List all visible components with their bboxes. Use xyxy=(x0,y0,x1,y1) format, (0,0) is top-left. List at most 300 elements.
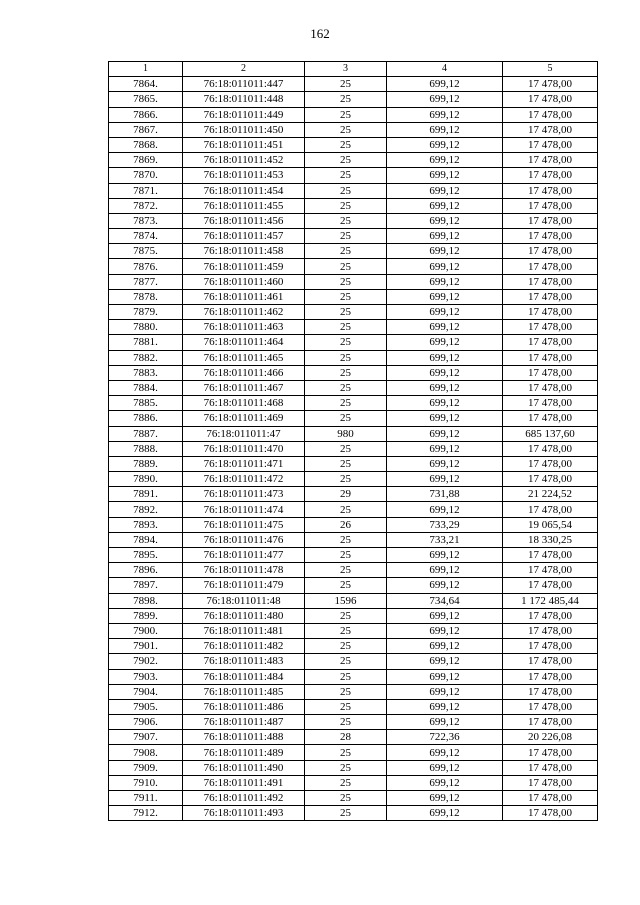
row-number-cell: 7903. xyxy=(109,669,183,684)
cadastral-number-cell: 76:18:011011:458 xyxy=(183,244,305,259)
table-row xyxy=(109,715,598,730)
header-row xyxy=(109,62,598,77)
area-cell: 25 xyxy=(305,122,387,137)
table-row xyxy=(109,396,598,411)
area-cell: 25 xyxy=(305,502,387,517)
table-row xyxy=(109,77,598,92)
rate-cell: 699,12 xyxy=(387,563,503,578)
value-cell: 17 478,00 xyxy=(503,122,598,137)
cadastral-number-cell: 76:18:011011:467 xyxy=(183,380,305,395)
cadastral-number-cell: 76:18:011011:48 xyxy=(183,593,305,608)
cadastral-number-cell: 76:18:011011:483 xyxy=(183,654,305,669)
rate-cell: 699,12 xyxy=(387,183,503,198)
rate-cell: 699,12 xyxy=(387,259,503,274)
value-cell: 17 478,00 xyxy=(503,654,598,669)
cadastral-number-cell: 76:18:011011:453 xyxy=(183,168,305,183)
cadastral-number-cell: 76:18:011011:493 xyxy=(183,806,305,821)
value-cell: 17 478,00 xyxy=(503,198,598,213)
value-cell: 1 172 485,44 xyxy=(503,593,598,608)
value-cell: 17 478,00 xyxy=(503,396,598,411)
table-row xyxy=(109,168,598,183)
rate-cell: 699,12 xyxy=(387,305,503,320)
value-cell: 17 478,00 xyxy=(503,578,598,593)
value-cell: 17 478,00 xyxy=(503,548,598,563)
rate-cell: 699,12 xyxy=(387,289,503,304)
area-cell: 25 xyxy=(305,365,387,380)
area-cell: 25 xyxy=(305,745,387,760)
table-row xyxy=(109,305,598,320)
cadastral-number-cell: 76:18:011011:491 xyxy=(183,775,305,790)
cadastral-number-cell: 76:18:011011:454 xyxy=(183,183,305,198)
cadastral-number-cell: 76:18:011011:475 xyxy=(183,517,305,532)
area-cell: 29 xyxy=(305,487,387,502)
row-number-cell: 7889. xyxy=(109,456,183,471)
table-row xyxy=(109,775,598,790)
table-row xyxy=(109,684,598,699)
area-cell: 25 xyxy=(305,608,387,623)
area-cell: 25 xyxy=(305,760,387,775)
row-number-cell: 7900. xyxy=(109,623,183,638)
value-cell: 17 478,00 xyxy=(503,92,598,107)
table-row xyxy=(109,137,598,152)
row-number-cell: 7892. xyxy=(109,502,183,517)
value-cell: 17 478,00 xyxy=(503,563,598,578)
cadastral-number-cell: 76:18:011011:472 xyxy=(183,472,305,487)
area-cell: 25 xyxy=(305,411,387,426)
row-number-cell: 7893. xyxy=(109,517,183,532)
area-cell: 25 xyxy=(305,305,387,320)
table-row xyxy=(109,274,598,289)
row-number-cell: 7905. xyxy=(109,699,183,714)
cadastral-number-cell: 76:18:011011:471 xyxy=(183,456,305,471)
row-number-cell: 7888. xyxy=(109,441,183,456)
area-cell: 25 xyxy=(305,472,387,487)
rate-cell: 699,12 xyxy=(387,274,503,289)
rate-cell: 699,12 xyxy=(387,365,503,380)
area-cell: 25 xyxy=(305,168,387,183)
table-row xyxy=(109,92,598,107)
area-cell: 25 xyxy=(305,350,387,365)
value-cell: 17 478,00 xyxy=(503,213,598,228)
area-cell: 25 xyxy=(305,806,387,821)
value-cell: 17 478,00 xyxy=(503,274,598,289)
value-cell: 17 478,00 xyxy=(503,715,598,730)
area-cell: 25 xyxy=(305,396,387,411)
value-cell: 17 478,00 xyxy=(503,684,598,699)
table-row xyxy=(109,107,598,122)
row-number-cell: 7886. xyxy=(109,411,183,426)
table-row xyxy=(109,320,598,335)
area-cell: 25 xyxy=(305,699,387,714)
rate-cell: 699,12 xyxy=(387,122,503,137)
rate-cell: 699,12 xyxy=(387,806,503,821)
cadastral-number-cell: 76:18:011011:469 xyxy=(183,411,305,426)
table-row xyxy=(109,122,598,137)
rate-cell: 731,88 xyxy=(387,487,503,502)
table-row xyxy=(109,229,598,244)
rate-cell: 699,12 xyxy=(387,441,503,456)
value-cell: 17 478,00 xyxy=(503,472,598,487)
table-body xyxy=(109,77,598,821)
area-cell: 25 xyxy=(305,244,387,259)
row-number-cell: 7864. xyxy=(109,77,183,92)
table-row xyxy=(109,487,598,502)
table-row xyxy=(109,198,598,213)
row-number-cell: 7870. xyxy=(109,168,183,183)
row-number-cell: 7902. xyxy=(109,654,183,669)
cadastral-number-cell: 76:18:011011:492 xyxy=(183,791,305,806)
area-cell: 25 xyxy=(305,669,387,684)
row-number-cell: 7872. xyxy=(109,198,183,213)
cadastral-number-cell: 76:18:011011:449 xyxy=(183,107,305,122)
table-row xyxy=(109,289,598,304)
table-row xyxy=(109,730,598,745)
value-cell: 17 478,00 xyxy=(503,806,598,821)
value-cell: 17 478,00 xyxy=(503,259,598,274)
area-cell: 25 xyxy=(305,153,387,168)
cadastral-number-cell: 76:18:011011:473 xyxy=(183,487,305,502)
cadastral-number-cell: 76:18:011011:489 xyxy=(183,745,305,760)
column-header-5: 5 xyxy=(503,62,598,77)
cadastral-number-cell: 76:18:011011:455 xyxy=(183,198,305,213)
row-number-cell: 7909. xyxy=(109,760,183,775)
rate-cell: 699,12 xyxy=(387,623,503,638)
table-row xyxy=(109,806,598,821)
table-row xyxy=(109,532,598,547)
cadastral-number-cell: 76:18:011011:447 xyxy=(183,77,305,92)
table-row xyxy=(109,426,598,441)
table-row xyxy=(109,213,598,228)
value-cell: 17 478,00 xyxy=(503,365,598,380)
value-cell: 685 137,60 xyxy=(503,426,598,441)
cadastral-number-cell: 76:18:011011:478 xyxy=(183,563,305,578)
cadastral-number-cell: 76:18:011011:477 xyxy=(183,548,305,563)
table-row xyxy=(109,699,598,714)
area-cell: 25 xyxy=(305,684,387,699)
row-number-cell: 7908. xyxy=(109,745,183,760)
rate-cell: 699,12 xyxy=(387,92,503,107)
row-number-cell: 7868. xyxy=(109,137,183,152)
area-cell: 25 xyxy=(305,548,387,563)
row-number-cell: 7910. xyxy=(109,775,183,790)
table-row xyxy=(109,623,598,638)
area-cell: 25 xyxy=(305,623,387,638)
rate-cell: 699,12 xyxy=(387,502,503,517)
table-row xyxy=(109,578,598,593)
row-number-cell: 7896. xyxy=(109,563,183,578)
cadastral-number-cell: 76:18:011011:487 xyxy=(183,715,305,730)
value-cell: 17 478,00 xyxy=(503,791,598,806)
area-cell: 25 xyxy=(305,654,387,669)
area-cell: 25 xyxy=(305,715,387,730)
area-cell: 25 xyxy=(305,259,387,274)
rate-cell: 734,64 xyxy=(387,593,503,608)
area-cell: 25 xyxy=(305,213,387,228)
rate-cell: 699,12 xyxy=(387,335,503,350)
rate-cell: 699,12 xyxy=(387,396,503,411)
value-cell: 17 478,00 xyxy=(503,411,598,426)
row-number-cell: 7883. xyxy=(109,365,183,380)
area-cell: 25 xyxy=(305,320,387,335)
cadastral-number-cell: 76:18:011011:480 xyxy=(183,608,305,623)
row-number-cell: 7867. xyxy=(109,122,183,137)
value-cell: 17 478,00 xyxy=(503,335,598,350)
rate-cell: 699,12 xyxy=(387,229,503,244)
area-cell: 25 xyxy=(305,137,387,152)
cadastral-number-cell: 76:18:011011:461 xyxy=(183,289,305,304)
table-row xyxy=(109,350,598,365)
area-cell: 25 xyxy=(305,92,387,107)
value-cell: 17 478,00 xyxy=(503,699,598,714)
row-number-cell: 7879. xyxy=(109,305,183,320)
row-number-cell: 7866. xyxy=(109,107,183,122)
value-cell: 17 478,00 xyxy=(503,760,598,775)
rate-cell: 733,21 xyxy=(387,532,503,547)
rate-cell: 733,29 xyxy=(387,517,503,532)
table-row xyxy=(109,654,598,669)
value-cell: 17 478,00 xyxy=(503,745,598,760)
value-cell: 17 478,00 xyxy=(503,153,598,168)
cadastral-number-cell: 76:18:011011:460 xyxy=(183,274,305,289)
row-number-cell: 7887. xyxy=(109,426,183,441)
cadastral-number-cell: 76:18:011011:482 xyxy=(183,639,305,654)
cadastral-number-cell: 76:18:011011:456 xyxy=(183,213,305,228)
rate-cell: 699,12 xyxy=(387,213,503,228)
rate-cell: 699,12 xyxy=(387,578,503,593)
value-cell: 17 478,00 xyxy=(503,456,598,471)
value-cell: 17 478,00 xyxy=(503,502,598,517)
value-cell: 17 478,00 xyxy=(503,350,598,365)
table-row xyxy=(109,669,598,684)
cadastral-number-cell: 76:18:011011:463 xyxy=(183,320,305,335)
row-number-cell: 7878. xyxy=(109,289,183,304)
rate-cell: 699,12 xyxy=(387,411,503,426)
table-row xyxy=(109,745,598,760)
table-row xyxy=(109,183,598,198)
area-cell: 1596 xyxy=(305,593,387,608)
value-cell: 17 478,00 xyxy=(503,77,598,92)
page-number: 162 xyxy=(310,26,330,41)
table-row xyxy=(109,472,598,487)
rate-cell: 699,12 xyxy=(387,472,503,487)
row-number-cell: 7898. xyxy=(109,593,183,608)
rate-cell: 699,12 xyxy=(387,715,503,730)
area-cell: 25 xyxy=(305,380,387,395)
row-number-cell: 7911. xyxy=(109,791,183,806)
row-number-cell: 7899. xyxy=(109,608,183,623)
cadastral-number-cell: 76:18:011011:481 xyxy=(183,623,305,638)
row-number-cell: 7874. xyxy=(109,229,183,244)
data-table xyxy=(108,61,598,821)
rate-cell: 699,12 xyxy=(387,791,503,806)
value-cell: 21 224,52 xyxy=(503,487,598,502)
rate-cell: 699,12 xyxy=(387,639,503,654)
cadastral-number-cell: 76:18:011011:468 xyxy=(183,396,305,411)
row-number-cell: 7882. xyxy=(109,350,183,365)
rate-cell: 699,12 xyxy=(387,426,503,441)
value-cell: 17 478,00 xyxy=(503,305,598,320)
table-row xyxy=(109,502,598,517)
cadastral-number-cell: 76:18:011011:476 xyxy=(183,532,305,547)
table-row xyxy=(109,259,598,274)
value-cell: 17 478,00 xyxy=(503,775,598,790)
cadastral-number-cell: 76:18:011011:490 xyxy=(183,760,305,775)
row-number-cell: 7875. xyxy=(109,244,183,259)
row-number-cell: 7894. xyxy=(109,532,183,547)
row-number-cell: 7877. xyxy=(109,274,183,289)
rate-cell: 699,12 xyxy=(387,350,503,365)
rate-cell: 699,12 xyxy=(387,456,503,471)
value-cell: 17 478,00 xyxy=(503,639,598,654)
rate-cell: 699,12 xyxy=(387,654,503,669)
rate-cell: 699,12 xyxy=(387,684,503,699)
rate-cell: 699,12 xyxy=(387,153,503,168)
value-cell: 17 478,00 xyxy=(503,168,598,183)
row-number-cell: 7890. xyxy=(109,472,183,487)
table-row xyxy=(109,365,598,380)
cadastral-number-cell: 76:18:011011:459 xyxy=(183,259,305,274)
value-cell: 18 330,25 xyxy=(503,532,598,547)
rate-cell: 699,12 xyxy=(387,198,503,213)
cadastral-number-cell: 76:18:011011:485 xyxy=(183,684,305,699)
cadastral-number-cell: 76:18:011011:486 xyxy=(183,699,305,714)
value-cell: 17 478,00 xyxy=(503,380,598,395)
area-cell: 25 xyxy=(305,229,387,244)
column-header-4: 4 xyxy=(387,62,503,77)
area-cell: 25 xyxy=(305,274,387,289)
row-number-cell: 7895. xyxy=(109,548,183,563)
cadastral-number-cell: 76:18:011011:448 xyxy=(183,92,305,107)
row-number-cell: 7907. xyxy=(109,730,183,745)
rate-cell: 699,12 xyxy=(387,699,503,714)
value-cell: 19 065,54 xyxy=(503,517,598,532)
cadastral-number-cell: 76:18:011011:484 xyxy=(183,669,305,684)
column-header-3: 3 xyxy=(305,62,387,77)
row-number-cell: 7869. xyxy=(109,153,183,168)
rate-cell: 699,12 xyxy=(387,380,503,395)
cadastral-number-cell: 76:18:011011:479 xyxy=(183,578,305,593)
rate-cell: 699,12 xyxy=(387,244,503,259)
rate-cell: 699,12 xyxy=(387,77,503,92)
row-number-cell: 7912. xyxy=(109,806,183,821)
cadastral-number-cell: 76:18:011011:464 xyxy=(183,335,305,350)
value-cell: 17 478,00 xyxy=(503,669,598,684)
area-cell: 25 xyxy=(305,775,387,790)
table-row xyxy=(109,760,598,775)
area-cell: 25 xyxy=(305,791,387,806)
area-cell: 25 xyxy=(305,198,387,213)
table-row xyxy=(109,411,598,426)
rate-cell: 722,36 xyxy=(387,730,503,745)
table-row xyxy=(109,380,598,395)
row-number-cell: 7876. xyxy=(109,259,183,274)
row-number-cell: 7865. xyxy=(109,92,183,107)
value-cell: 17 478,00 xyxy=(503,320,598,335)
row-number-cell: 7880. xyxy=(109,320,183,335)
row-number-cell: 7904. xyxy=(109,684,183,699)
table-row xyxy=(109,335,598,350)
area-cell: 25 xyxy=(305,441,387,456)
area-cell: 25 xyxy=(305,335,387,350)
area-cell: 25 xyxy=(305,532,387,547)
cadastral-number-cell: 76:18:011011:465 xyxy=(183,350,305,365)
area-cell: 25 xyxy=(305,563,387,578)
value-cell: 17 478,00 xyxy=(503,107,598,122)
rate-cell: 699,12 xyxy=(387,107,503,122)
value-cell: 17 478,00 xyxy=(503,229,598,244)
row-number-cell: 7884. xyxy=(109,380,183,395)
area-cell: 25 xyxy=(305,289,387,304)
table-row xyxy=(109,441,598,456)
area-cell: 25 xyxy=(305,183,387,198)
table-row xyxy=(109,593,598,608)
table-row xyxy=(109,639,598,654)
value-cell: 17 478,00 xyxy=(503,441,598,456)
row-number-cell: 7906. xyxy=(109,715,183,730)
table-row xyxy=(109,608,598,623)
row-number-cell: 7897. xyxy=(109,578,183,593)
table-row xyxy=(109,456,598,471)
rate-cell: 699,12 xyxy=(387,548,503,563)
cadastral-number-cell: 76:18:011011:452 xyxy=(183,153,305,168)
rate-cell: 699,12 xyxy=(387,669,503,684)
row-number-cell: 7871. xyxy=(109,183,183,198)
area-cell: 25 xyxy=(305,456,387,471)
cadastral-number-cell: 76:18:011011:474 xyxy=(183,502,305,517)
row-number-cell: 7881. xyxy=(109,335,183,350)
table-row xyxy=(109,563,598,578)
value-cell: 17 478,00 xyxy=(503,623,598,638)
cadastral-number-cell: 76:18:011011:466 xyxy=(183,365,305,380)
cadastral-number-cell: 76:18:011011:488 xyxy=(183,730,305,745)
cadastral-number-cell: 76:18:011011:47 xyxy=(183,426,305,441)
rate-cell: 699,12 xyxy=(387,320,503,335)
value-cell: 17 478,00 xyxy=(503,608,598,623)
area-cell: 980 xyxy=(305,426,387,441)
row-number-cell: 7885. xyxy=(109,396,183,411)
table-row xyxy=(109,548,598,563)
row-number-cell: 7873. xyxy=(109,213,183,228)
cadastral-number-cell: 76:18:011011:450 xyxy=(183,122,305,137)
column-header-1: 1 xyxy=(109,62,183,77)
area-cell: 25 xyxy=(305,77,387,92)
area-cell: 26 xyxy=(305,517,387,532)
rate-cell: 699,12 xyxy=(387,608,503,623)
table-row xyxy=(109,244,598,259)
column-header-2: 2 xyxy=(183,62,305,77)
table-row xyxy=(109,517,598,532)
table-row xyxy=(109,153,598,168)
area-cell: 28 xyxy=(305,730,387,745)
rate-cell: 699,12 xyxy=(387,137,503,152)
cadastral-number-cell: 76:18:011011:462 xyxy=(183,305,305,320)
value-cell: 17 478,00 xyxy=(503,289,598,304)
row-number-cell: 7901. xyxy=(109,639,183,654)
area-cell: 25 xyxy=(305,578,387,593)
cadastral-number-cell: 76:18:011011:457 xyxy=(183,229,305,244)
row-number-cell: 7891. xyxy=(109,487,183,502)
table-row xyxy=(109,791,598,806)
value-cell: 17 478,00 xyxy=(503,183,598,198)
value-cell: 20 226,08 xyxy=(503,730,598,745)
cadastral-number-cell: 76:18:011011:451 xyxy=(183,137,305,152)
value-cell: 17 478,00 xyxy=(503,137,598,152)
rate-cell: 699,12 xyxy=(387,760,503,775)
value-cell: 17 478,00 xyxy=(503,244,598,259)
rate-cell: 699,12 xyxy=(387,745,503,760)
cadastral-number-cell: 76:18:011011:470 xyxy=(183,441,305,456)
rate-cell: 699,12 xyxy=(387,168,503,183)
